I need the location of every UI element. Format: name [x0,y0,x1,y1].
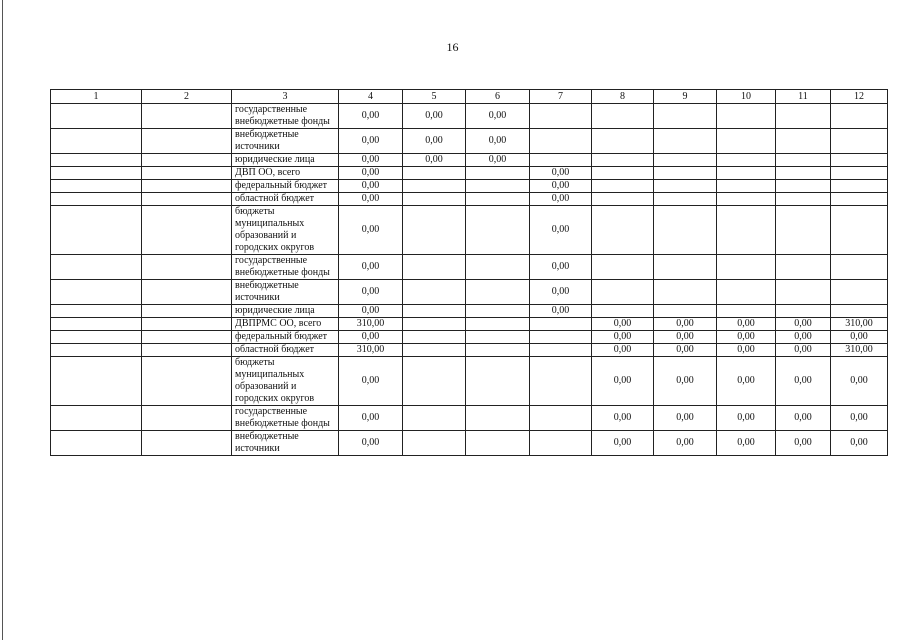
value-cell-col10: 0,00 [717,344,776,357]
empty-cell-col2 [142,255,232,280]
value-cell-col10 [717,193,776,206]
value-cell-col5 [403,431,466,456]
value-cell-col5 [403,180,466,193]
column-header-7: 7 [530,90,592,104]
value-cell-col12 [831,255,888,280]
value-cell-col4: 0,00 [339,154,403,167]
value-cell-col7: 0,00 [530,305,592,318]
empty-cell-col1 [51,255,142,280]
value-cell-col5 [403,167,466,180]
value-cell-col10: 0,00 [717,331,776,344]
page-left-border [2,0,3,640]
value-cell-col7 [530,357,592,406]
header-row [51,90,888,104]
value-cell-col6 [466,167,530,180]
empty-cell-col1 [51,318,142,331]
value-cell-col9: 0,00 [654,406,717,431]
column-header-9: 9 [654,90,717,104]
value-cell-col5 [403,305,466,318]
value-cell-col9 [654,305,717,318]
row-label: юридические лица [232,305,339,318]
empty-cell-col1 [51,104,142,129]
value-cell-col7 [530,331,592,344]
value-cell-col9 [654,129,717,154]
table-row [51,344,888,357]
value-cell-col8 [592,280,654,305]
value-cell-col7 [530,154,592,167]
row-label: федеральный бюджет [232,331,339,344]
value-cell-col11: 0,00 [776,318,831,331]
row-label: ДВПРМС ОО, всего [232,318,339,331]
empty-cell-col1 [51,357,142,406]
value-cell-col9 [654,280,717,305]
column-header-8: 8 [592,90,654,104]
row-label: федеральный бюджет [232,180,339,193]
table-row [51,180,888,193]
empty-cell-col1 [51,154,142,167]
value-cell-col5 [403,344,466,357]
empty-cell-col1 [51,431,142,456]
row-label: областной бюджет [232,193,339,206]
value-cell-col11 [776,206,831,255]
value-cell-col8: 0,00 [592,318,654,331]
value-cell-col11 [776,180,831,193]
column-header-6: 6 [466,90,530,104]
value-cell-col4: 0,00 [339,180,403,193]
value-cell-col9 [654,104,717,129]
value-cell-col8: 0,00 [592,331,654,344]
value-cell-col12 [831,280,888,305]
value-cell-col6: 0,00 [466,154,530,167]
value-cell-col11 [776,154,831,167]
value-cell-col8 [592,167,654,180]
empty-cell-col1 [51,406,142,431]
value-cell-col4: 310,00 [339,318,403,331]
value-cell-col9: 0,00 [654,344,717,357]
empty-cell-col2 [142,280,232,305]
value-cell-col12: 0,00 [831,431,888,456]
value-cell-col8: 0,00 [592,357,654,406]
value-cell-col6 [466,206,530,255]
value-cell-col5: 0,00 [403,104,466,129]
value-cell-col6 [466,344,530,357]
value-cell-col10 [717,180,776,193]
value-cell-col5 [403,357,466,406]
value-cell-col6 [466,305,530,318]
row-label: внебюджетные источники [232,280,339,305]
row-label: внебюджетные источники [232,129,339,154]
value-cell-col6 [466,180,530,193]
value-cell-col11: 0,00 [776,406,831,431]
value-cell-col9: 0,00 [654,318,717,331]
value-cell-col7: 0,00 [530,280,592,305]
value-cell-col8 [592,180,654,193]
row-label: бюджеты муниципальных образований и городских округов [232,357,339,406]
value-cell-col6 [466,431,530,456]
value-cell-col5 [403,331,466,344]
empty-cell-col2 [142,406,232,431]
value-cell-col7 [530,318,592,331]
row-label: юридические лица [232,154,339,167]
value-cell-col8 [592,154,654,167]
empty-cell-col2 [142,154,232,167]
column-header-11: 11 [776,90,831,104]
table-row [51,255,888,280]
value-cell-col8 [592,206,654,255]
table-row [51,431,888,456]
value-cell-col4: 0,00 [339,305,403,318]
value-cell-col9 [654,193,717,206]
value-cell-col9 [654,255,717,280]
empty-cell-col1 [51,129,142,154]
empty-cell-col2 [142,431,232,456]
table-row [51,280,888,305]
empty-cell-col2 [142,344,232,357]
value-cell-col12 [831,206,888,255]
value-cell-col10 [717,255,776,280]
empty-cell-col2 [142,357,232,406]
empty-cell-col2 [142,318,232,331]
value-cell-col11 [776,104,831,129]
table-row [51,406,888,431]
table-row [51,206,888,255]
value-cell-col7 [530,344,592,357]
value-cell-col10: 0,00 [717,406,776,431]
value-cell-col9: 0,00 [654,357,717,406]
value-cell-col4: 0,00 [339,406,403,431]
empty-cell-col2 [142,104,232,129]
row-label: государственные внебюджетные фонды [232,104,339,129]
table-row [51,154,888,167]
value-cell-col12: 310,00 [831,318,888,331]
value-cell-col9 [654,206,717,255]
empty-cell-col2 [142,129,232,154]
value-cell-col12 [831,104,888,129]
page-number: 16 [446,40,459,54]
table-row [51,129,888,154]
value-cell-col7 [530,431,592,456]
value-cell-col9 [654,154,717,167]
empty-cell-col2 [142,167,232,180]
table-row [51,305,888,318]
value-cell-col6 [466,280,530,305]
table-row [51,318,888,331]
empty-cell-col2 [142,180,232,193]
value-cell-col6 [466,318,530,331]
value-cell-col12 [831,167,888,180]
value-cell-col5 [403,280,466,305]
empty-cell-col2 [142,206,232,255]
value-cell-col6: 0,00 [466,129,530,154]
value-cell-col4: 0,00 [339,255,403,280]
empty-cell-col2 [142,305,232,318]
empty-cell-col1 [51,331,142,344]
value-cell-col4: 0,00 [339,129,403,154]
column-header-5: 5 [403,90,466,104]
value-cell-col4: 0,00 [339,104,403,129]
value-cell-col12 [831,180,888,193]
value-cell-col7 [530,104,592,129]
value-cell-col10: 0,00 [717,431,776,456]
value-cell-col10 [717,280,776,305]
value-cell-col7 [530,406,592,431]
value-cell-col11: 0,00 [776,357,831,406]
empty-cell-col1 [51,167,142,180]
value-cell-col6 [466,406,530,431]
value-cell-col6 [466,193,530,206]
value-cell-col10 [717,305,776,318]
value-cell-col11 [776,305,831,318]
table-row [51,331,888,344]
empty-cell-col1 [51,206,142,255]
value-cell-col7 [530,129,592,154]
value-cell-col9 [654,180,717,193]
row-label: областной бюджет [232,344,339,357]
value-cell-col6 [466,255,530,280]
column-header-2: 2 [142,90,232,104]
row-label: государственные внебюджетные фонды [232,255,339,280]
value-cell-col12 [831,305,888,318]
table-row [51,104,888,129]
value-cell-col11: 0,00 [776,331,831,344]
empty-cell-col2 [142,331,232,344]
value-cell-col10 [717,104,776,129]
value-cell-col11 [776,129,831,154]
row-label: бюджеты муниципальных образований и городских округов [232,206,339,255]
empty-cell-col1 [51,193,142,206]
column-header-10: 10 [717,90,776,104]
value-cell-col5: 0,00 [403,154,466,167]
value-cell-col4: 0,00 [339,280,403,305]
value-cell-col7: 0,00 [530,167,592,180]
value-cell-col10: 0,00 [717,357,776,406]
value-cell-col6 [466,357,530,406]
value-cell-col7: 0,00 [530,255,592,280]
value-cell-col5 [403,206,466,255]
value-cell-col12: 0,00 [831,331,888,344]
value-cell-col10: 0,00 [717,318,776,331]
value-cell-col8 [592,193,654,206]
table-row [51,193,888,206]
value-cell-col4: 0,00 [339,206,403,255]
value-cell-col11 [776,255,831,280]
value-cell-col6: 0,00 [466,104,530,129]
value-cell-col10 [717,129,776,154]
value-cell-col4: 310,00 [339,344,403,357]
value-cell-col8: 0,00 [592,406,654,431]
value-cell-col12 [831,193,888,206]
value-cell-col11: 0,00 [776,431,831,456]
table-row [51,357,888,406]
value-cell-col6 [466,331,530,344]
value-cell-col9: 0,00 [654,331,717,344]
column-header-12: 12 [831,90,888,104]
value-cell-col4: 0,00 [339,331,403,344]
column-header-3: 3 [232,90,339,104]
value-cell-col5 [403,255,466,280]
value-cell-col12: 0,00 [831,406,888,431]
empty-cell-col1 [51,344,142,357]
value-cell-col11 [776,193,831,206]
value-cell-col4: 0,00 [339,193,403,206]
empty-cell-col2 [142,193,232,206]
value-cell-col5: 0,00 [403,129,466,154]
table-row [51,167,888,180]
value-cell-col12 [831,154,888,167]
row-label: внебюджетные источники [232,431,339,456]
empty-cell-col1 [51,280,142,305]
value-cell-col12: 0,00 [831,357,888,406]
value-cell-col8: 0,00 [592,431,654,456]
value-cell-col7: 0,00 [530,206,592,255]
value-cell-col5 [403,406,466,431]
value-cell-col10 [717,206,776,255]
value-cell-col8 [592,305,654,318]
column-header-4: 4 [339,90,403,104]
value-cell-col8: 0,00 [592,344,654,357]
value-cell-col7: 0,00 [530,193,592,206]
value-cell-col11: 0,00 [776,344,831,357]
row-label: ДВП ОО, всего [232,167,339,180]
budget-table [50,89,888,456]
value-cell-col11 [776,167,831,180]
empty-cell-col1 [51,180,142,193]
value-cell-col4: 0,00 [339,167,403,180]
value-cell-col10 [717,154,776,167]
row-label: государственные внебюджетные фонды [232,406,339,431]
value-cell-col8 [592,255,654,280]
value-cell-col5 [403,318,466,331]
value-cell-col4: 0,00 [339,357,403,406]
value-cell-col7: 0,00 [530,180,592,193]
value-cell-col9 [654,167,717,180]
value-cell-col5 [403,193,466,206]
value-cell-col12: 310,00 [831,344,888,357]
value-cell-col10 [717,167,776,180]
table-body [51,104,888,456]
value-cell-col4: 0,00 [339,431,403,456]
value-cell-col9: 0,00 [654,431,717,456]
value-cell-col12 [831,129,888,154]
empty-cell-col1 [51,305,142,318]
column-header-1: 1 [51,90,142,104]
value-cell-col8 [592,104,654,129]
value-cell-col8 [592,129,654,154]
value-cell-col11 [776,280,831,305]
